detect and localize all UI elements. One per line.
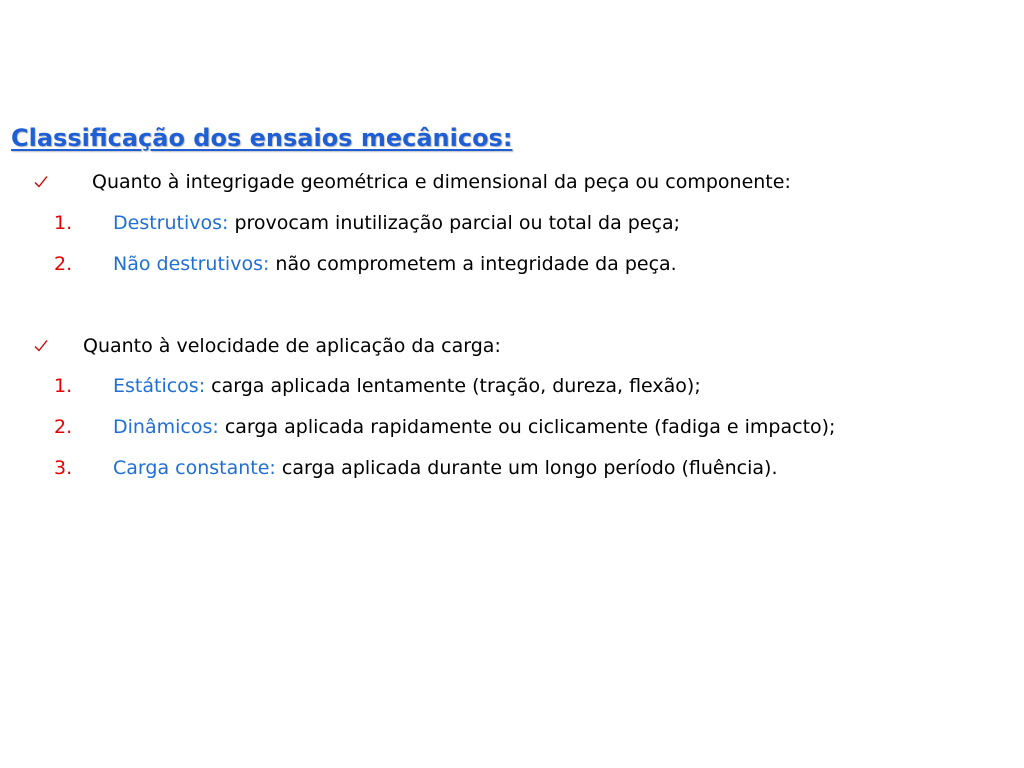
item-number: 2.: [54, 253, 73, 275]
item-text: [113, 454, 777, 482]
item-text: [113, 209, 680, 237]
item-description: carga aplicada durante um longo período (fluência).: [281, 457, 778, 479]
item-term: Dinâmicos:: [113, 416, 219, 438]
checkmark-icon: [34, 332, 52, 360]
item-number: 1.: [54, 375, 73, 397]
item-number: 1.: [54, 212, 73, 234]
item-term: Não destrutivos:: [113, 253, 270, 275]
item-text: [113, 250, 677, 278]
item-term: Carga constante:: [113, 457, 276, 479]
item-number: 2.: [54, 416, 73, 438]
item-term: Estáticos:: [113, 375, 206, 397]
item-number: 3.: [54, 457, 73, 479]
item-description: não comprometem a integridade da peça.: [275, 253, 677, 275]
section-heading-text: Quanto à integrigade geométrica e dimensional da peça ou componente:: [92, 171, 791, 193]
item-text: [113, 413, 835, 441]
item-text: [113, 372, 701, 400]
checkmark-icon: [34, 168, 52, 196]
section-heading-text: Quanto à velocidade de aplicação da carga:: [83, 335, 501, 357]
item-term: Destrutivos:: [113, 212, 229, 234]
slide-title: Classificação dos ensaios mecânicos:: [11, 124, 513, 152]
item-description: carga aplicada lentamente (tração, dureza, flexão);: [211, 375, 701, 397]
item-description: carga aplicada rapidamente ou ciclicamente (fadiga e impacto);: [224, 416, 836, 438]
item-description: provocam inutilização parcial ou total da peça;: [234, 212, 681, 234]
